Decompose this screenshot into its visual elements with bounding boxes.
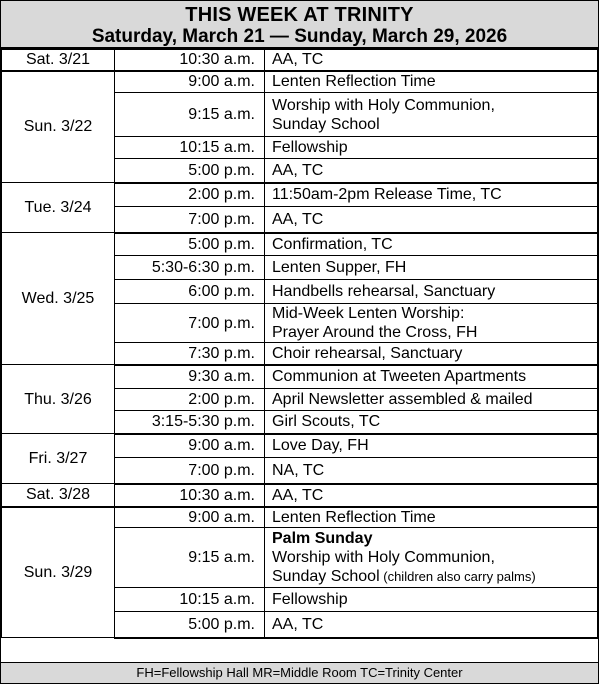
event-text: AA, TC: [272, 161, 324, 179]
time-cell: 10:30 a.m.: [115, 50, 265, 71]
schedule-header: [1, 1, 598, 49]
time-cell: 10:30 a.m.: [115, 484, 265, 507]
event-cell: [265, 484, 598, 507]
time-cell: 7:30 p.m.: [115, 343, 265, 365]
time-cell: 9:00 a.m.: [115, 434, 265, 458]
event-cell: [265, 365, 598, 389]
day-cell: Fri. 3/27: [2, 434, 115, 484]
event-text: Mid-Week Lenten Worship:: [272, 305, 465, 322]
event-cell: [265, 137, 598, 159]
event-text: Choir rehearsal, Sanctuary: [272, 344, 463, 362]
event-line: [272, 548, 597, 567]
event-line: [272, 436, 597, 455]
time-cell: 9:00 a.m.: [115, 71, 265, 93]
event-line: [272, 367, 597, 386]
event-text: Sunday School: [272, 115, 380, 133]
event-cell: [265, 93, 598, 137]
event-line: [272, 461, 597, 480]
event-line: [272, 185, 597, 204]
event-text: Love Day, FH: [272, 437, 369, 455]
event-cell: [265, 233, 598, 256]
event-cell: [265, 343, 598, 365]
event-cell: [265, 183, 598, 207]
event-line: [272, 615, 597, 634]
time-cell: 5:00 p.m.: [115, 612, 265, 638]
event-line: [272, 50, 597, 69]
event-cell: [265, 50, 598, 71]
page-title: THIS WEEK AT TRINITY: [185, 4, 414, 26]
event-text: Sunday School: [272, 568, 380, 585]
event-cell: [265, 256, 598, 280]
time-cell: 9:00 a.m.: [115, 507, 265, 528]
event-line: [272, 258, 597, 277]
event-line: [272, 390, 597, 409]
event-text: AA, TC: [272, 210, 324, 228]
day-cell: Tue. 3/24: [2, 183, 115, 233]
event-line: [272, 304, 597, 323]
event-text: Prayer Around the Cross, FH: [272, 324, 478, 341]
time-cell: 9:30 a.m.: [115, 365, 265, 389]
event-cell: [265, 612, 598, 638]
event-text: Fellowship: [272, 139, 348, 156]
day-cell: Sun. 3/29: [2, 507, 115, 638]
event-line: [272, 344, 597, 363]
event-text: Worship with Holy Communion,: [272, 549, 495, 566]
schedule-row: [2, 507, 598, 528]
event-line: [272, 323, 597, 342]
time-cell: 9:15 a.m.: [115, 93, 265, 137]
event-text: Lenten Reflection Time: [272, 73, 436, 91]
time-cell: 7:00 p.m.: [115, 207, 265, 233]
time-cell: 7:00 p.m.: [115, 304, 265, 343]
date-range-subtitle: Saturday, March 21 — Sunday, March 29, 2026: [91, 26, 508, 47]
event-cell: [265, 207, 598, 233]
event-cell: [265, 507, 598, 528]
event-cell: [265, 588, 598, 612]
event-line: [272, 412, 597, 431]
time-cell: 10:15 a.m.: [115, 588, 265, 612]
event-line: [272, 486, 597, 505]
schedule-row: [2, 484, 598, 507]
time-cell: 5:00 p.m.: [115, 233, 265, 256]
event-heading: Palm Sunday: [272, 530, 373, 547]
time-cell: 7:00 p.m.: [115, 458, 265, 484]
event-text: AA, TC: [272, 486, 324, 504]
event-cell: [265, 389, 598, 411]
time-cell: 6:00 p.m.: [115, 280, 265, 304]
event-text: Lenten Supper, FH: [272, 259, 407, 276]
event-cell: [265, 71, 598, 93]
event-text: 11:50am-2pm Release Time, TC: [272, 186, 502, 204]
event-text: Confirmation, TC: [272, 235, 393, 253]
time-cell: 9:15 a.m.: [115, 528, 265, 588]
event-text: Girl Scouts, TC: [272, 413, 381, 431]
event-note: (children also carry palms): [379, 569, 536, 584]
day-cell: Wed. 3/25: [2, 233, 115, 365]
schedule-row: [2, 233, 598, 256]
event-text: Lenten Reflection Time: [272, 508, 436, 526]
event-line: [272, 96, 597, 115]
event-line: [272, 590, 597, 609]
event-text: Fellowship: [272, 591, 348, 608]
event-text: AA, TC: [272, 615, 324, 633]
schedule-row: [2, 365, 598, 389]
day-cell: Sun. 3/22: [2, 71, 115, 183]
event-line: [272, 161, 597, 180]
schedule-row: [2, 50, 598, 71]
event-cell: [265, 304, 598, 343]
time-cell: 5:30-6:30 p.m.: [115, 256, 265, 280]
time-cell: 10:15 a.m.: [115, 137, 265, 159]
event-text: AA, TC: [272, 51, 324, 69]
schedule-row: [2, 71, 598, 93]
event-cell: [265, 280, 598, 304]
event-cell: [265, 411, 598, 434]
event-text: Worship with Holy Communion,: [272, 96, 495, 114]
legend-footer: FH=Fellowship Hall MR=Middle Room TC=Trinity Center: [1, 662, 598, 683]
event-cell: [265, 434, 598, 458]
time-cell: 2:00 p.m.: [115, 389, 265, 411]
event-line: [272, 72, 597, 91]
schedule-table: [1, 49, 598, 639]
event-cell: [265, 458, 598, 484]
event-text: Handbells rehearsal, Sanctuary: [272, 283, 496, 300]
event-text: Communion at Tweeten Apartments: [272, 368, 527, 386]
event-line: [272, 235, 597, 254]
time-cell: 2:00 p.m.: [115, 183, 265, 207]
event-text: April Newsletter assembled & mailed: [272, 391, 533, 408]
time-cell: 3:15-5:30 p.m.: [115, 411, 265, 434]
event-cell: [265, 159, 598, 183]
day-cell: Sat. 3/21: [2, 50, 115, 71]
event-cell: [265, 528, 598, 588]
schedule-row: [2, 434, 598, 458]
event-text: NA, TC: [272, 461, 325, 479]
event-line: [272, 567, 597, 586]
event-line: [272, 282, 597, 301]
event-line: [272, 138, 597, 157]
schedule-row: [2, 183, 598, 207]
day-cell: Thu. 3/26: [2, 365, 115, 434]
day-cell: Sat. 3/28: [2, 484, 115, 507]
event-line: [272, 115, 597, 134]
event-line: [272, 210, 597, 229]
event-line: [272, 508, 597, 527]
time-cell: 5:00 p.m.: [115, 159, 265, 183]
